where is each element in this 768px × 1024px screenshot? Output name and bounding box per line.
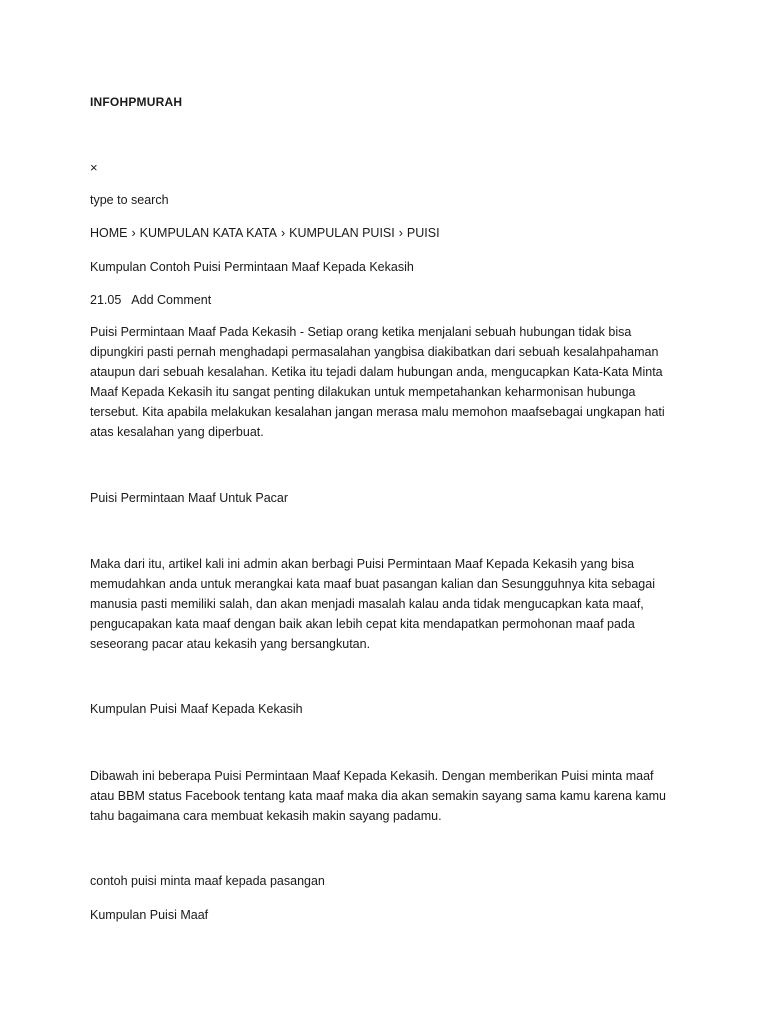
paragraph-line: tahu bagaimana cara membuat kekasih makin sayang padamu. xyxy=(90,809,442,823)
paragraph-line: pengucapakan kata maaf dengan baik akan lebih cepat kita mendapatkan permohonan maaf pada xyxy=(90,617,635,631)
post-time: 21.05 xyxy=(90,293,122,307)
breadcrumb-kumpulan-puisi[interactable]: KUMPULAN PUISI xyxy=(289,226,395,240)
add-comment-link[interactable]: Add Comment xyxy=(131,293,212,307)
paragraph-line: manusia pasti memiliki salah, dan akan menjadi masalah kalau anda tidak mengucapkan kata maaf, xyxy=(90,597,644,611)
body-paragraph xyxy=(90,554,665,654)
paragraph-line: Dibawah ini beberapa Puisi Permintaan Maaf Kepada Kekasih. Dengan memberikan Puisi minta maaf xyxy=(90,769,654,783)
paragraph-line: seseorang pacar atau kekasih yang bersangkutan. xyxy=(90,637,371,651)
section-heading: Kumpulan Puisi Maaf Kepada Kekasih xyxy=(90,702,303,716)
paragraph-line: memudahkan anda untuk merangkai kata maaf buat pasangan kalian dan Sesungguhnya kita sebagai xyxy=(90,577,655,591)
paragraph-line: atau BBM status Facebook tentang kata maaf maka dia akan semakin sayang sama kamu karena kamu xyxy=(90,789,667,803)
paragraph-line: Puisi Permintaan Maaf Pada Kekasih - Setiap orang ketika menjalani sebuah hubungan tidak bisa xyxy=(90,325,632,339)
body-paragraph xyxy=(90,766,665,826)
post-title: Kumpulan Contoh Puisi Permintaan Maaf Kepada Kekasih xyxy=(90,260,414,274)
paragraph-line: dipungkiri pasti pernah menghadapi permasalahan yangbisa diakibatkan dari sebuah kesalahpahaman xyxy=(90,345,659,359)
paragraph-line: atas kesalahan yang diperbuat. xyxy=(90,425,264,439)
paragraph-line: Maaf Kepada Kekasih itu sangat penting dilakukan untuk mempetahankan keharmonisan hubunga xyxy=(90,385,636,399)
section-heading: Kumpulan Puisi Maaf xyxy=(90,908,209,922)
search-input[interactable]: type to search xyxy=(90,193,169,207)
breadcrumb xyxy=(90,225,440,241)
post-meta xyxy=(90,292,211,308)
close-icon[interactable]: × xyxy=(90,160,98,175)
breadcrumb-separator: › xyxy=(131,226,136,240)
site-title[interactable]: INFOHPMURAH xyxy=(90,95,183,109)
section-heading: Puisi Permintaan Maaf Untuk Pacar xyxy=(90,491,289,505)
breadcrumb-kumpulan-kata-kata[interactable]: KUMPULAN KATA KATA xyxy=(139,226,277,240)
breadcrumb-separator: › xyxy=(398,226,403,240)
paragraph-line: tersebut. Kita apabila melakukan kesalahan jangan merasa malu memohon maafsebagai ungkapan hati xyxy=(90,405,665,419)
breadcrumb-home[interactable]: HOME xyxy=(90,226,128,240)
section-heading: contoh puisi minta maaf kepada pasangan xyxy=(90,874,325,888)
breadcrumb-puisi[interactable]: PUISI xyxy=(406,226,440,240)
paragraph-line: Maka dari itu, artikel kali ini admin akan berbagi Puisi Permintaan Maaf Kepada Kekasih yang bisa xyxy=(90,557,635,571)
paragraph-line: ataupun dari sebuah kesalahan. Ketika itu tejadi dalam hubungan anda, mengucapkan Kata-Kata Minta xyxy=(90,365,663,379)
breadcrumb-separator: › xyxy=(280,226,286,240)
intro-paragraph xyxy=(90,322,665,442)
